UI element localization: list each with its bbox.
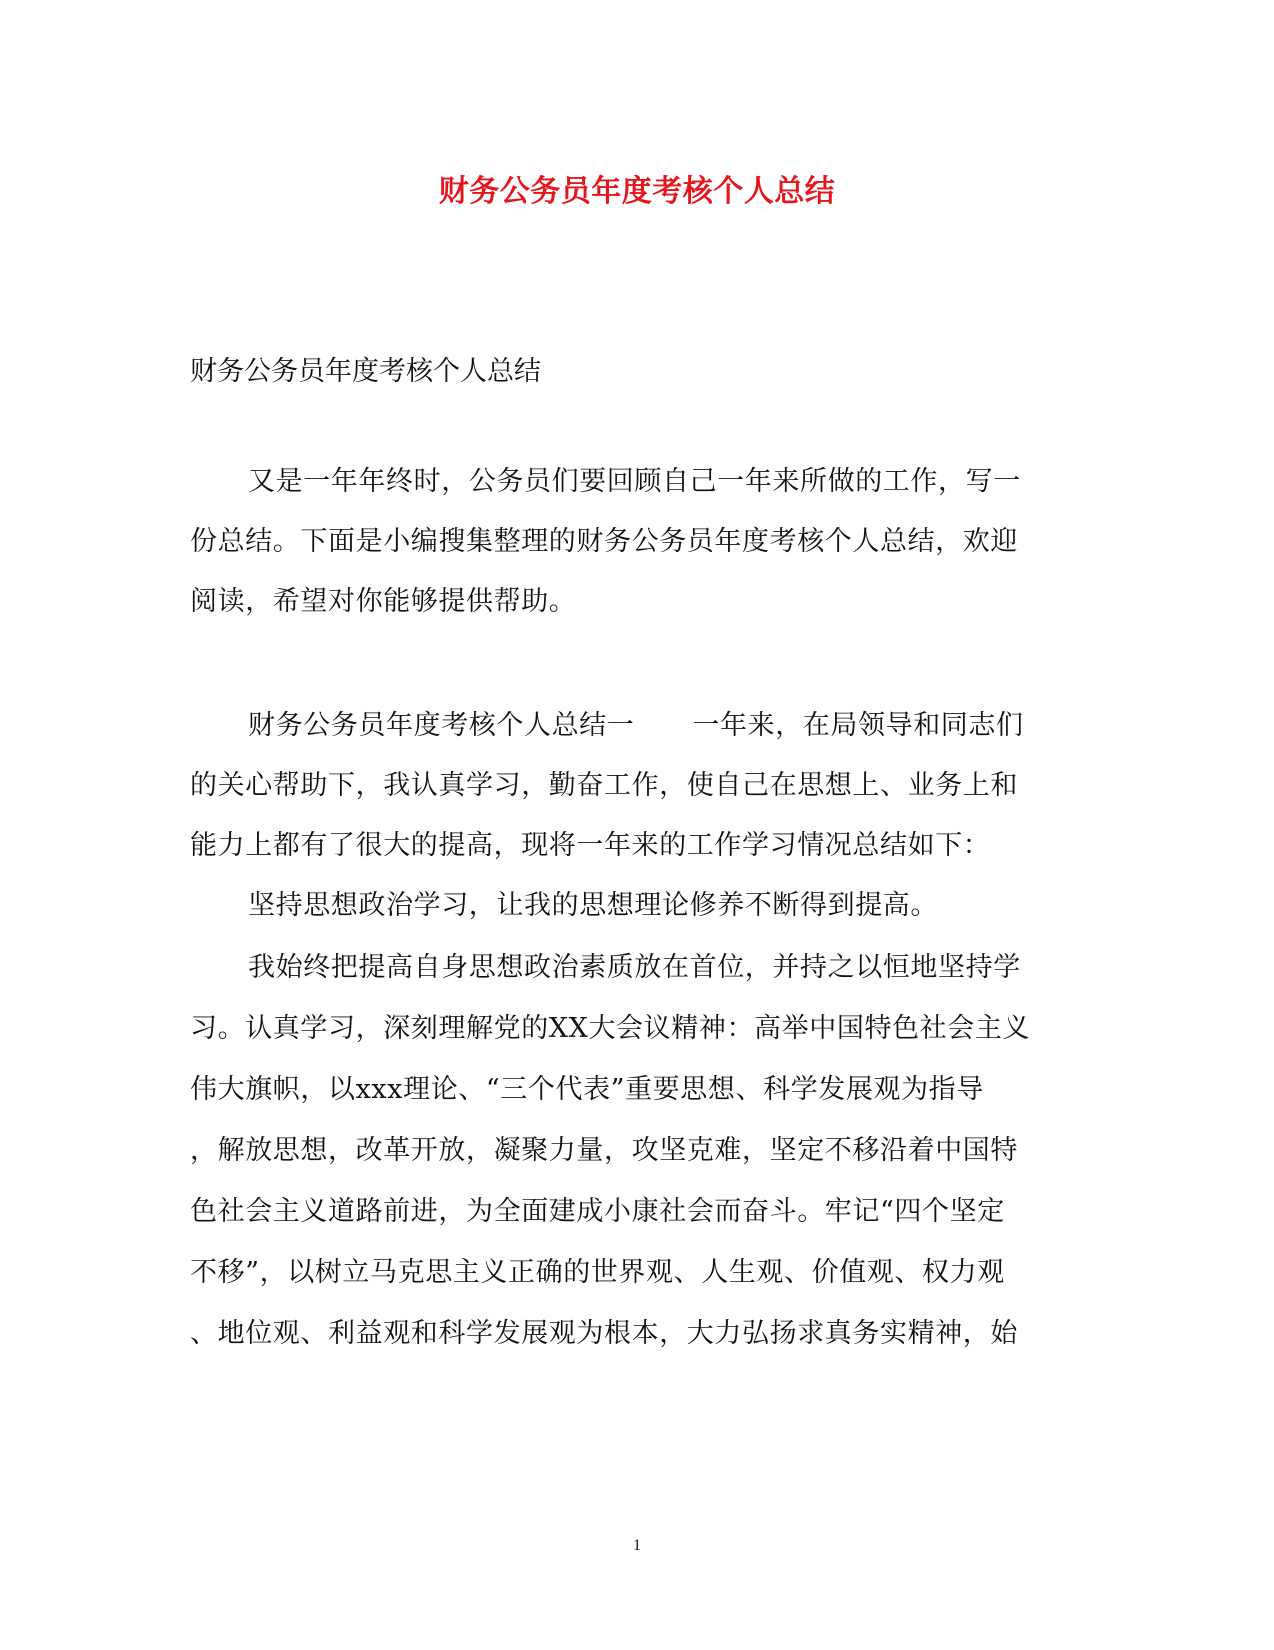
paragraph-line: 色社会主义道路前进，为全面建成小康社会而奋斗。牢记“四个坚定	[190, 1196, 1005, 1227]
paragraph-line: 阅读，希望对你能够提供帮助。	[190, 586, 577, 617]
page-title: 财务公务员年度考核个人总结	[438, 174, 836, 209]
paragraph-line: 伟大旗帜，以xxx理论、“三个代表”重要思想、科学发展观为指导	[190, 1074, 984, 1105]
paragraph-line: 一年来，在局领导和同志们	[692, 710, 1024, 741]
paragraph-line: 的关心帮助下，我认真学习，勤奋工作，使自己在思想上、业务上和	[190, 770, 1018, 801]
section-heading: 财务公务员年度考核个人总结一	[248, 710, 635, 741]
paragraph-line: 能力上都有了很大的提高，现将一年来的工作学习情况总结如下：	[190, 830, 991, 861]
paragraph-line: 我始终把提高自身思想政治素质放在首位，并持之以恒地坚持学	[248, 952, 1021, 983]
paragraph-line: 习。认真学习，深刻理解党的XX大会议精神：高举中国特色社会主义	[190, 1013, 1031, 1044]
paragraph-line: 坚持思想政治学习，让我的思想理论修养不断得到提高。	[248, 890, 938, 921]
paragraph-line: 又是一年年终时，公务员们要回顾自己一年来所做的工作，写一	[248, 466, 1021, 497]
section-heading-line	[248, 706, 1024, 746]
paragraph-line: 、地位观、利益观和科学发展观为根本，大力弘扬求真务实精神，始	[190, 1318, 1018, 1349]
paragraph-line: ，解放思想，改革开放，凝聚力量，攻坚克难，坚定不移沿着中国特	[190, 1135, 1018, 1166]
document-subtitle: 财务公务员年度考核个人总结	[190, 356, 541, 387]
paragraph-line: 不移”，以树立马克思主义正确的世界观、人生观、价值观、权力观	[190, 1257, 1005, 1288]
paragraph-line: 份总结。下面是小编搜集整理的财务公务员年度考核个人总结，欢迎	[190, 526, 1018, 557]
page-number: 1	[633, 1537, 641, 1554]
